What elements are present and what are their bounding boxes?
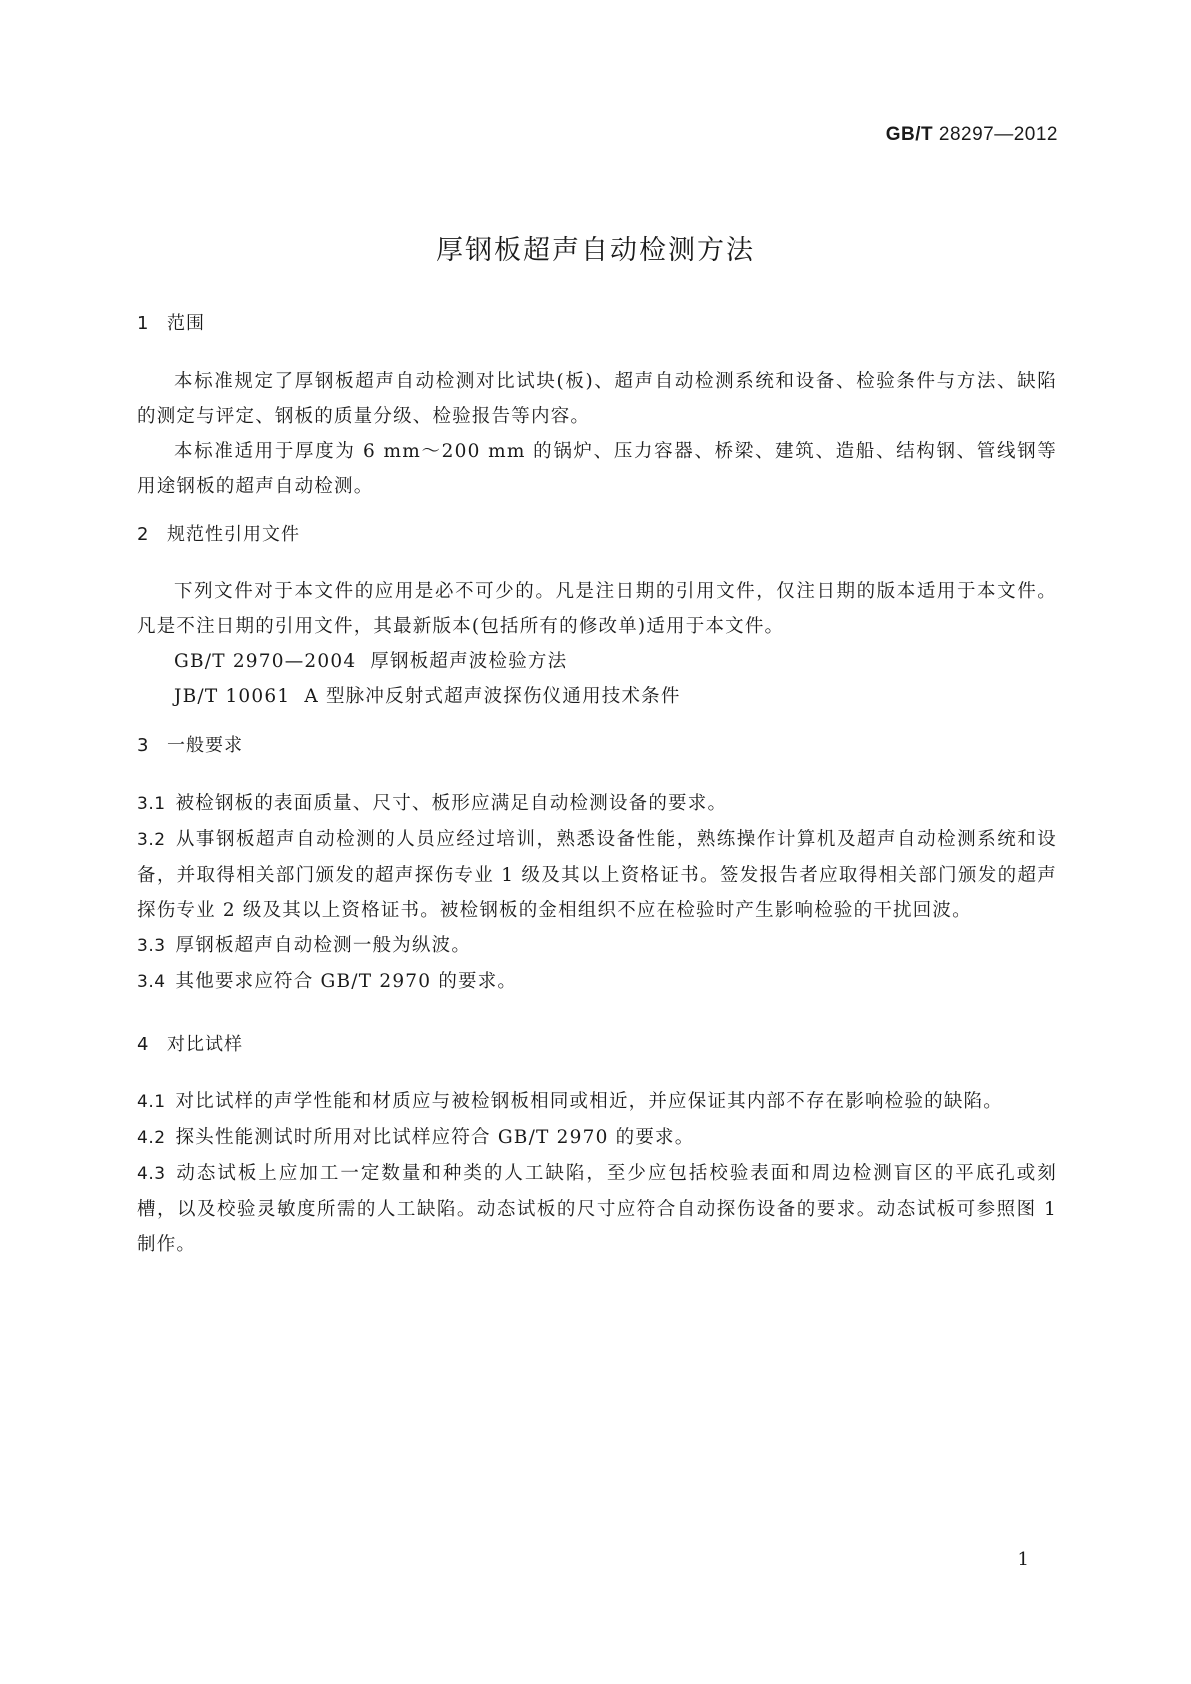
clause-text: 动态试板上应加工一定数量和种类的人工缺陷，至少应包括校验表面和周边检测盲区的平底孔或刻槽，以及校验灵敏度所需的人工缺陷。动态试板的尺寸应符合自动探伤设备的要求。动态试板可参照图 1 制作。 [137,1163,1057,1255]
reference-item [137,644,1057,679]
section-3-heading [137,731,243,757]
section-2-body [137,574,1057,714]
section-4-body [137,1084,1057,1262]
clause-text: 被检钢板的表面质量、尺寸、板形应满足自动检测设备的要求。 [175,793,728,814]
document-title: 厚钢板超声自动检测方法 [436,235,755,266]
clause [137,822,1057,928]
paragraph: 本标准规定了厚钢板超声自动检测对比试块(板)、超声自动检测系统和设备、检验条件与方法、缺陷的测定与评定、钢板的质量分级、检验报告等内容。 [137,371,1057,427]
section-1-heading [137,309,205,335]
clause-number: 4.1 [137,1092,166,1112]
standard-number-header [886,124,1058,146]
section-4-heading [137,1030,243,1056]
section-number: 1 [137,313,150,334]
clause-number: 4.3 [137,1164,166,1184]
page-number: 1 [1017,1549,1029,1570]
reference-title: A 型脉冲反射式超声波探伤仪通用技术条件 [304,686,681,707]
section-number: 2 [137,524,150,545]
clause-number: 3.4 [137,972,166,992]
clause [137,1120,1057,1156]
reference-item [137,679,1057,714]
standard-code: GB/T [885,124,934,145]
standard-number: 28297—2012 [938,124,1058,145]
reference-code: JB/T 10061 [174,686,291,707]
section-3-body [137,786,1057,1000]
clause-text: 从事钢板超声自动检测的人员应经过培训，熟悉设备性能，熟练操作计算机及超声自动检测系统和设备，并取得相关部门颁发的超声探伤专业 1 级及其以上资格证书。签发报告者应取得相关部门颁发的超声探伤专业 2 级及其以上资格证书。被检钢板的金相组织不应在检验时产生影响检验的干扰回波。 [137,829,1057,921]
section-title: 范围 [167,313,205,334]
section-number: 4 [137,1034,150,1055]
section-number: 3 [137,735,150,756]
clause [137,964,1057,1000]
clause-text: 对比试样的声学性能和材质应与被检钢板相同或相近，并应保证其内部不存在影响检验的缺陷。 [175,1091,1003,1112]
clause [137,928,1057,964]
section-1-body [137,364,1057,504]
clause-text: 探头性能测试时所用对比试样应符合 GB/T 2970 的要求。 [175,1127,695,1148]
clause [137,1156,1057,1262]
clause-number: 3.3 [137,936,166,956]
clause-number: 4.2 [137,1128,166,1148]
clause [137,1084,1057,1120]
clause-number: 3.2 [137,830,166,850]
paragraph: 本标准适用于厚度为 6 mm～200 mm 的锅炉、压力容器、桥梁、建筑、造船、结构钢、管线钢等用途钢板的超声自动检测。 [137,441,1057,497]
clause [137,786,1057,822]
clause-number: 3.1 [137,794,166,814]
reference-title: 厚钢板超声波检验方法 [370,651,568,672]
reference-code: GB/T 2970—2004 [174,651,357,672]
section-2-heading [137,520,300,546]
section-title: 对比试样 [167,1034,243,1055]
clause-text: 厚钢板超声自动检测一般为纵波。 [175,935,472,956]
section-title: 规范性引用文件 [167,524,300,545]
section-title: 一般要求 [167,735,243,756]
clause-text: 其他要求应符合 GB/T 2970 的要求。 [175,971,518,992]
paragraph: 下列文件对于本文件的应用是必不可少的。凡是注日期的引用文件，仅注日期的版本适用于本文件。凡是不注日期的引用文件，其最新版本(包括所有的修改单)适用于本文件。 [137,581,1057,637]
